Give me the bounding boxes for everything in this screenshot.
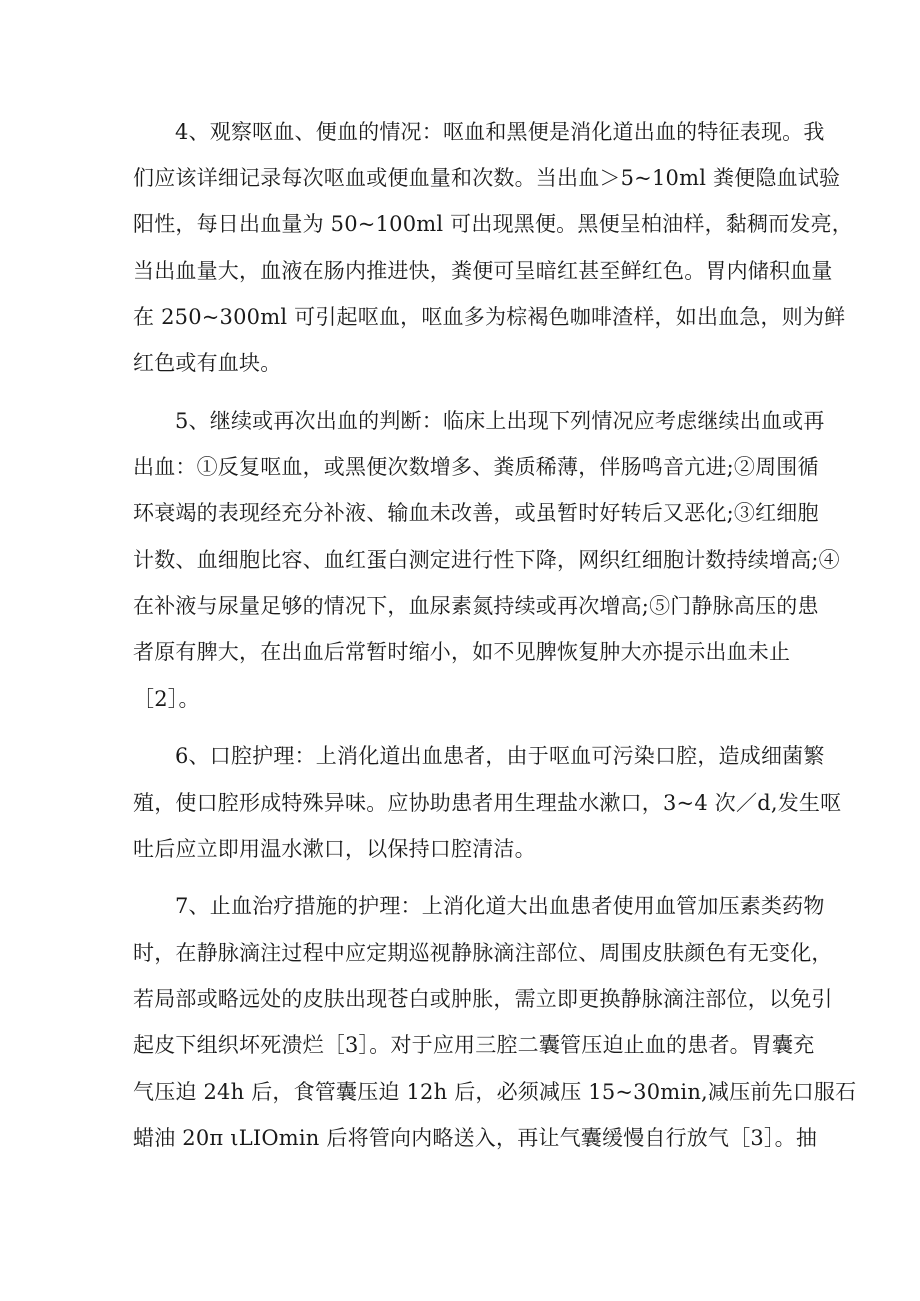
text-line: 气压迫 24h 后，食管囊压迫 12h 后，必须减压 15~30min,减压前先口服石 <box>133 1080 857 1104</box>
text-line: 在补液与尿量足够的情况下，血尿素氮持续或再次增高;⑤门静脉高压的患 <box>133 594 819 618</box>
text-line: 当出血量大，血液在肠内推进快，粪便可呈暗红甚至鲜红色。胃内储积血量 <box>133 259 833 283</box>
text-line: 出血：①反复呕血，或黑便次数增多、粪质稀薄，伴肠鸣音亢进;②周围循 <box>133 455 819 479</box>
text-line: 们应该详细记录每次呕血或便血量和次数。当出血＞5~10ml 粪便隐血试验 <box>133 166 841 190</box>
text-line: 7、止血治疗措施的护理：上消化道大出血患者使用血管加压素类药物 <box>175 894 825 918</box>
text-line: 在 250~300ml 可引起呕血，呕血多为棕褐色咖啡渣样，如出血急，则为鲜 <box>133 305 846 329</box>
text-line: 红色或有血块。 <box>133 351 282 375</box>
text-line: ［2］。 <box>133 687 200 711</box>
text-line: 殖，使口腔形成特殊异味。应协助患者用生理盐水漱口，3~4 次／d,发生呕 <box>133 791 842 815</box>
text-line: 6、口腔护理：上消化道出血患者，由于呕血可污染口腔，造成细菌繁 <box>175 744 825 768</box>
text-line: 计数、血细胞比容、血红蛋白测定进行性下降，网织红细胞计数持续增高;④ <box>133 548 840 572</box>
text-line: 若局部或略远处的皮肤出现苍白或肿胀，需立即更换静脉滴注部位，以免引 <box>133 987 833 1011</box>
text-line: 者原有脾大，在出血后常暂时缩小，如不见脾恢复肿大亦提示出血未止 <box>133 640 791 664</box>
text-line: 4、观察呕血、便血的情况：呕血和黑便是消化道出血的特征表现。我 <box>175 120 825 144</box>
text-line: 时，在静脉滴注过程中应定期巡视静脉滴注部位、周围皮肤颜色有无变化， <box>133 941 833 965</box>
text-line: 蜡油 20π ιLIOmin 后将管向内略送入，再让气囊缓慢自行放气［3］。抽 <box>133 1126 818 1150</box>
text-line: 吐后应立即用温水漱口，以保持口腔清洁。 <box>133 837 536 861</box>
text-line: 5、继续或再次出血的判断：临床上出现下列情况应考虑继续出血或再 <box>175 409 825 433</box>
text-line: 阳性，每日出血量为 50~100ml 可出现黑便。黑便呈柏油样，黏稠而发亮， <box>133 212 853 236</box>
text-line: 环衰竭的表现经充分补液、输血未改善，或虽暂时好转后又恶化;③红细胞 <box>133 501 819 525</box>
text-line: 起皮下组织坏死溃烂［3］。对于应用三腔二囊管压迫止血的患者。胃囊充 <box>133 1033 815 1057</box>
